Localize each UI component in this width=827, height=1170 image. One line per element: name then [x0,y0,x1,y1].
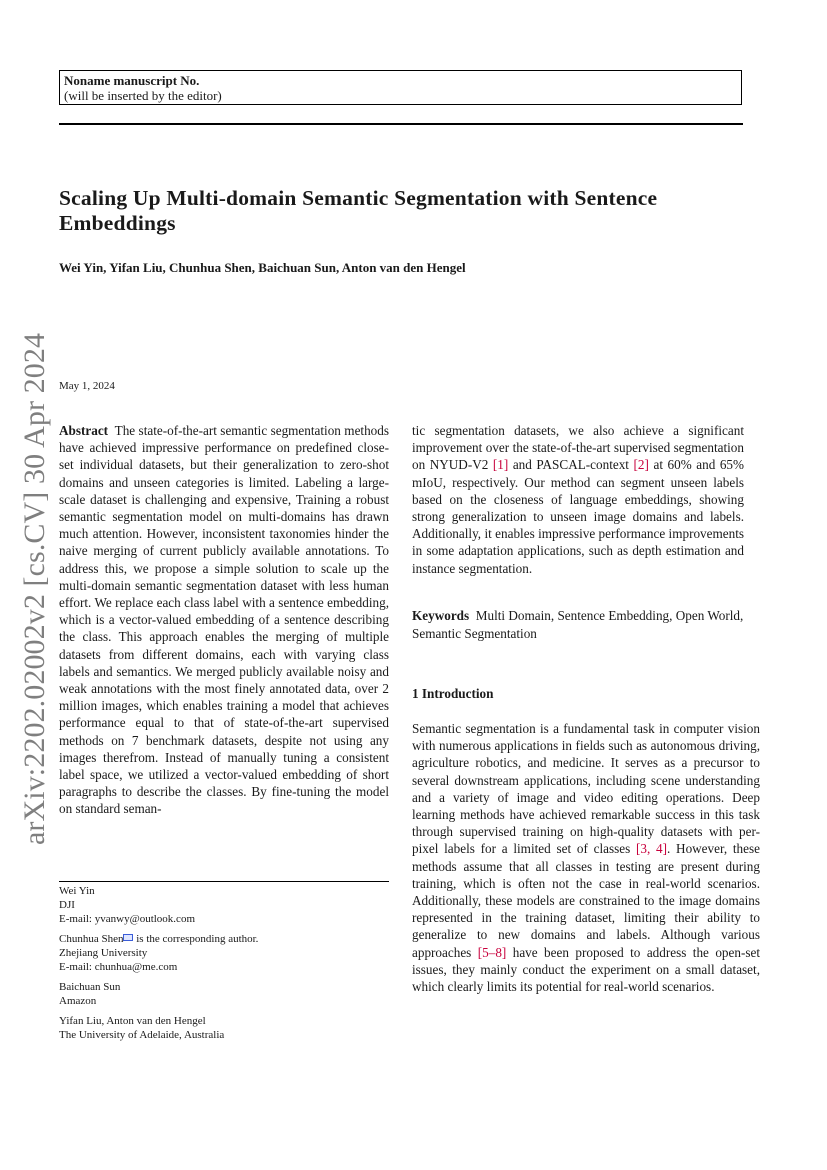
author-affiliations [59,884,258,1048]
email-line: E-mail: yvanwy@outlook.com [59,913,195,925]
abstract-left-column [59,422,389,818]
affiliation-adelaide [59,1014,258,1042]
corresponding-note: is the corresponding author. [133,933,259,945]
footnote-rule [59,881,389,882]
top-rule [59,123,743,125]
affiliation-line: Wei Yin [59,885,95,897]
envelope-icon[interactable] [123,934,133,941]
abstract-label: Abstract [59,423,109,438]
citation-link[interactable]: [1] [492,457,509,473]
citation-link[interactable]: [2] [633,457,649,473]
affiliation-wei-yin [59,884,258,926]
manuscript-header-box [59,70,742,105]
editor-note: (will be inserted by the editor) [64,88,222,103]
affiliation-baichuan-sun [59,980,258,1008]
intro-text: . However, these methods assume that all classes in testing are present during training, which is often not the case in real-world scenarios. Additionally, these models are constrained to the image domains represented in the training dataset, limiting their ability to generalize to new domains and labels. Although various approaches [412,841,760,960]
affiliation-line: Yifan Liu, Anton van den Hengel [59,1015,206,1027]
intro-text: have been proposed to address the open-set issues, they mainly conduct the experiment on a small dataset, which clearly limits its potential for real-world scenarios. [412,944,760,995]
abstract-text-continued: at 60% and 65% mIoU, respectively. Our method can segment unseen labels based on the closeness of language embeddings, showing strong generalization to unseen image domains and labels. Additionally, it enables impressive performance improvements in some adaptation applications, such as depth estimation and instance segmentation. [412,457,745,576]
author-list: Wei Yin, Yifan Liu, Chunhua Shen, Baichuan Sun, Anton van den Hengel [59,260,466,275]
citation-link[interactable]: [3, 4] [635,841,667,857]
keywords [412,607,744,643]
paper-date: May 1, 2024 [59,380,115,392]
keywords-label: Keywords [412,608,470,623]
affiliation-line: Zhejiang University [59,947,148,959]
citation-link[interactable]: [5–8] [477,944,507,960]
affiliation-line: The University of Adelaide, Australia [59,1029,225,1041]
corresponding-author-name: Chunhua Shen [59,933,124,945]
keywords-text: Multi Domain, Sentence Embedding, Open World, Semantic Segmentation [412,608,744,641]
abstract-text-continued: tic segmentation datasets, we also achieve a significant improvement over the state-of-the-art supervised segmentation on NYUD-V2 [412,423,744,473]
abstract-text: The state-of-the-art semantic segmentation methods have achieved impressive performance on predefined close-set individual datasets, but their generalization to zero-shot domains and unseen categories is limited. Labeling a large-scale dataset is challenging and expensive, Training a robust semantic segmentation model on multi-domains has drawn much attention. However, inconsistent taxonomies hinder the naive merging of current publicly available annotations. To address this, we propose a simple solution to scale up the multi-domain semantic segmentation dataset with less human effort. We replace each class label with a sentence embedding, which is a vector-valued embedding of a sentence describing the class. This approach enables the merging of multiple datasets from different domains, each with varying class labels and semantics. We merged publicly available noisy and weak annotations with the most finely annotated data, over 2 million images, which enables training a model that achieves performance equal to that of state-of-the-art supervised methods on 7 benchmark datasets, despite not using any images therefrom. Instead of manually tuning a consistent label space, we utilized a vector-valued embedding of short paragraphs to describe the classes. By fine-tuning the model on standard seman- [59,423,389,817]
paper-title: Scaling Up Multi-domain Semantic Segmentation with Sentence Embeddings [59,186,658,235]
section-heading-introduction: 1 Introduction [412,686,494,701]
abstract-right-column [412,422,744,577]
manuscript-number: Noname manuscript No. [64,73,200,88]
arxiv-stamp: arXiv:2202.02002v2 [cs.CV] 30 Apr 2024 [18,332,51,845]
introduction-body [412,720,760,995]
affiliation-chunhua-shen [59,932,258,974]
affiliation-line: DJI [59,899,75,911]
email-line: E-mail: chunhua@me.com [59,961,178,973]
affiliation-line: Amazon [59,995,97,1007]
intro-text: Semantic segmentation is a fundamental task in computer vision with numerous applications in fields such as autonomous driving, agriculture robotics, and medicine. It serves as a precursor to several downstream applications, including scene understanding and a variety of image and video editing operations. Deep learning methods have achieved remarkable success in this task through supervised training on high-quality datasets with per-pixel labels for a limited set of classes [412,721,760,857]
affiliation-line: Baichuan Sun [59,981,121,993]
abstract-text-continued: and PASCAL-context [508,457,634,473]
